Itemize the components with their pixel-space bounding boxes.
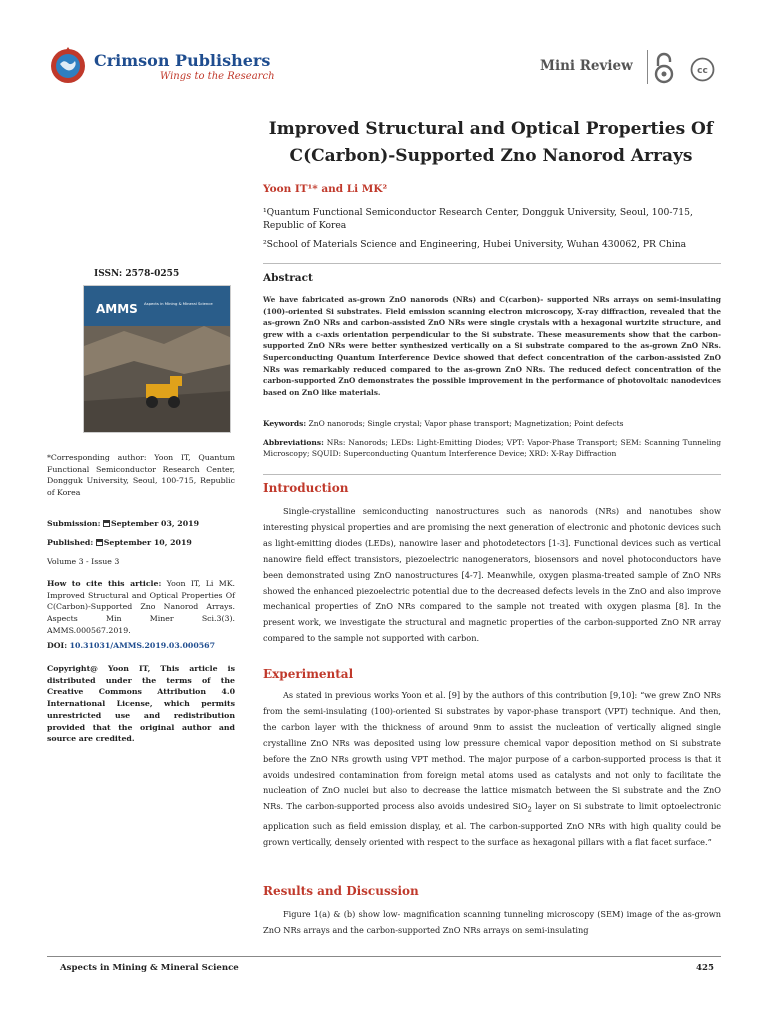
journal-cover-image: [83, 285, 231, 433]
open-access-icon: [652, 52, 676, 84]
doi: [47, 640, 235, 652]
affiliation-2: ²School of Materials Science and Engineering, Hubei University, Wuhan 430062, PR China: [263, 239, 687, 250]
divider: [263, 263, 721, 264]
experimental-paragraph: [263, 688, 721, 851]
footer-divider: [47, 956, 721, 957]
calendar-icon: [103, 520, 110, 527]
abbreviations-label: Abbreviations:: [263, 438, 324, 447]
experimental-heading: Experimental: [263, 667, 354, 681]
submission-value: September 03, 2019: [110, 519, 200, 528]
submission-date: [47, 518, 235, 530]
citation-text: Yoon IT, Li MK. Improved Structural and Optical Properties Of C(Carbon)-Supported Zno Nanorod Arrays. Aspects Min Miner Sci.3(3). AMMS.000567.2019.: [47, 579, 235, 635]
cover-abbreviation: AMMS: [96, 302, 138, 316]
doi-label: DOI:: [47, 641, 68, 650]
creative-commons-icon: [690, 57, 715, 82]
issn: ISSN: 2578-0255: [94, 269, 180, 279]
published-value: September 10, 2019: [103, 538, 192, 547]
publisher-logo: [48, 45, 278, 91]
affiliation-1: ¹Quantum Functional Semiconductor Research Center, Dongguk University, Seoul, 100-715, Republic of Korea: [263, 207, 693, 231]
authors: Yoon IT¹* and Li MK²: [263, 183, 388, 195]
copyright: Copyright@ Yoon IT, This article is distributed under the terms of the Creative Commons Attribution 4.0 International License, which permits unrestricted use and redistribution provided that the original author and source are credited.: [47, 664, 235, 744]
header-divider: [647, 50, 648, 84]
globe-logo-icon: [48, 45, 88, 85]
corresponding-author: *Corresponding author: Yoon IT, Quantum Functional Semiconductor Research Center, Dongguk University, Seoul, 100-715, Republic of Korea: [47, 453, 235, 498]
cover-title: Aspects in Mining & Mineral Science: [144, 301, 213, 306]
divider: [263, 474, 721, 475]
experimental-text-2: layer on Si substrate to limit optoelectronic application such as field emission display, et al. The carbon-supported ZnO NRs with high quality could be grown vertically, densely oriented with respect to the surface as hexagonal pillars with a flat facet surface.”: [263, 801, 721, 847]
abbreviations-text: NRs: Nanorods; LEDs: Light-Emitting Diodes; VPT: Vapor-Phase Transport; SEM: Scanning Tunneling Microscopy; SQUID: Superconducting Quantum Interference Device; XRD: X-Ray Diffraction: [263, 438, 721, 459]
volume-issue: Volume 3 - Issue 3: [47, 557, 120, 566]
abstract-heading: Abstract: [263, 272, 313, 284]
abbreviations: [263, 437, 721, 460]
experimental-subscript: 2: [527, 805, 532, 814]
citation: [47, 578, 235, 637]
footer-journal: Aspects in Mining & Mineral Science: [60, 963, 239, 973]
results-paragraph: Figure 1(a) & (b) show low- magnification scanning tunneling microscopy (SEM) image of the as-grown ZnO NRs arrays and the carbon-supported ZnO NRs arrays on semi-insulating: [263, 909, 721, 935]
page-number: 425: [696, 963, 714, 973]
results-heading: Results and Discussion: [263, 884, 419, 898]
calendar-icon: [96, 539, 103, 546]
abstract-text: We have fabricated as-grown ZnO nanorods (NRs) and C(carbon)- supported NRs arrays on semi-insulating (100)-oriented Si substrates. Field emission scanning electron microscopy, X-ray diffraction, revealed that the as-grown ZnO NRs and carbon-assisted ZnO NRs were single crystals with a hexagonal wurtzite structure, and grew with a c-axis orientation perpendicular to the Si substrate. These measurements show that the carbon-supported ZnO NRs were better synthesized vertically on a Si substrate compared to the as-grown ZnO NRs. Superconducting Quantum Interference Device showed that defect concentration of the carbon-assisted ZnO NRs was remarkably reduced compared to the as-grown ZnO NRs. The reduced defect concentration of the carbon-supported ZnO demonstrates the possible improvement in the performance of photovoltaic nanodevices based on ZnO like materials.: [263, 295, 721, 397]
article-type: Mini Review: [540, 58, 633, 74]
keywords: [263, 418, 721, 429]
keywords-text: ZnO nanorods; Single crystal; Vapor phase transport; Magnetization; Point defects: [306, 419, 624, 428]
published-label: Published:: [47, 538, 94, 547]
cc-text: cc: [697, 66, 708, 76]
doi-link[interactable]: 10.31031/AMMS.2019.03.000567: [69, 641, 216, 650]
submission-label: Submission:: [47, 519, 101, 528]
citation-label: How to cite this article:: [47, 579, 162, 588]
article-title: Improved Structural and Optical Properties Of C(Carbon)-Supported Zno Nanorod Arrays: [268, 119, 714, 166]
introduction-paragraph: Single-crystalline semiconducting nanostructures such as nanorods (NRs) and nanotubes show interesting physical properties and are promising the next generation of electronic and photonic devices such as light-emitting diodes (LEDs), nanowire laser and photodetectors [1-3]. Functional devices such as vertical nanowire field effect transistors, piezoelectric nanogenerators, biosensors and novel photoconductors have been demonstrated using ZnO nanostructures [4-7]. Meanwhile, oxygen plasma-treated sample of ZnO NRs showed the enhanced piezoelectric potential due to the decreased defects levels in the ZnO and also improve mechanical properties of ZnO NRs compared to the sample not treated with oxygen plasma [8]. In the present work, we investigate the structural and magnetic properties of the carbon-supported ZnO NR array compared to the sample not supported with carbon.: [263, 506, 721, 644]
published-date: [47, 537, 235, 549]
experimental-text-1: As stated in previous works Yoon et al. [9] by the authors of this contribution [9,10]: “we grew ZnO NRs from the semi-insulating (100)-oriented Si substrates by vapor-phase transport (VPT) technique. And then, the carbon layer with the thickness of around 9nm to assist the nucleation of vertically aligned single crystalline ZnO NRs was deposited using low pressure chemical vapor deposition method on Si substrate before the ZnO NRs growth using VPT method. The major purpose of a carbon-supported process is that it avoids undesired contamination from foreign metal atoms used as catalysts and not only to facilitate the nucleation of ZnO nuclei but also to decrease the lattice mismatch between the Si substrate and the ZnO NRs. The carbon-supported process also avoids undesired SiO: [263, 690, 721, 812]
publisher-tagline: Wings to the Research: [160, 71, 275, 82]
introduction-heading: Introduction: [263, 481, 349, 495]
keywords-label: Keywords:: [263, 419, 307, 428]
publisher-name: Crimson Publishers: [94, 51, 271, 70]
